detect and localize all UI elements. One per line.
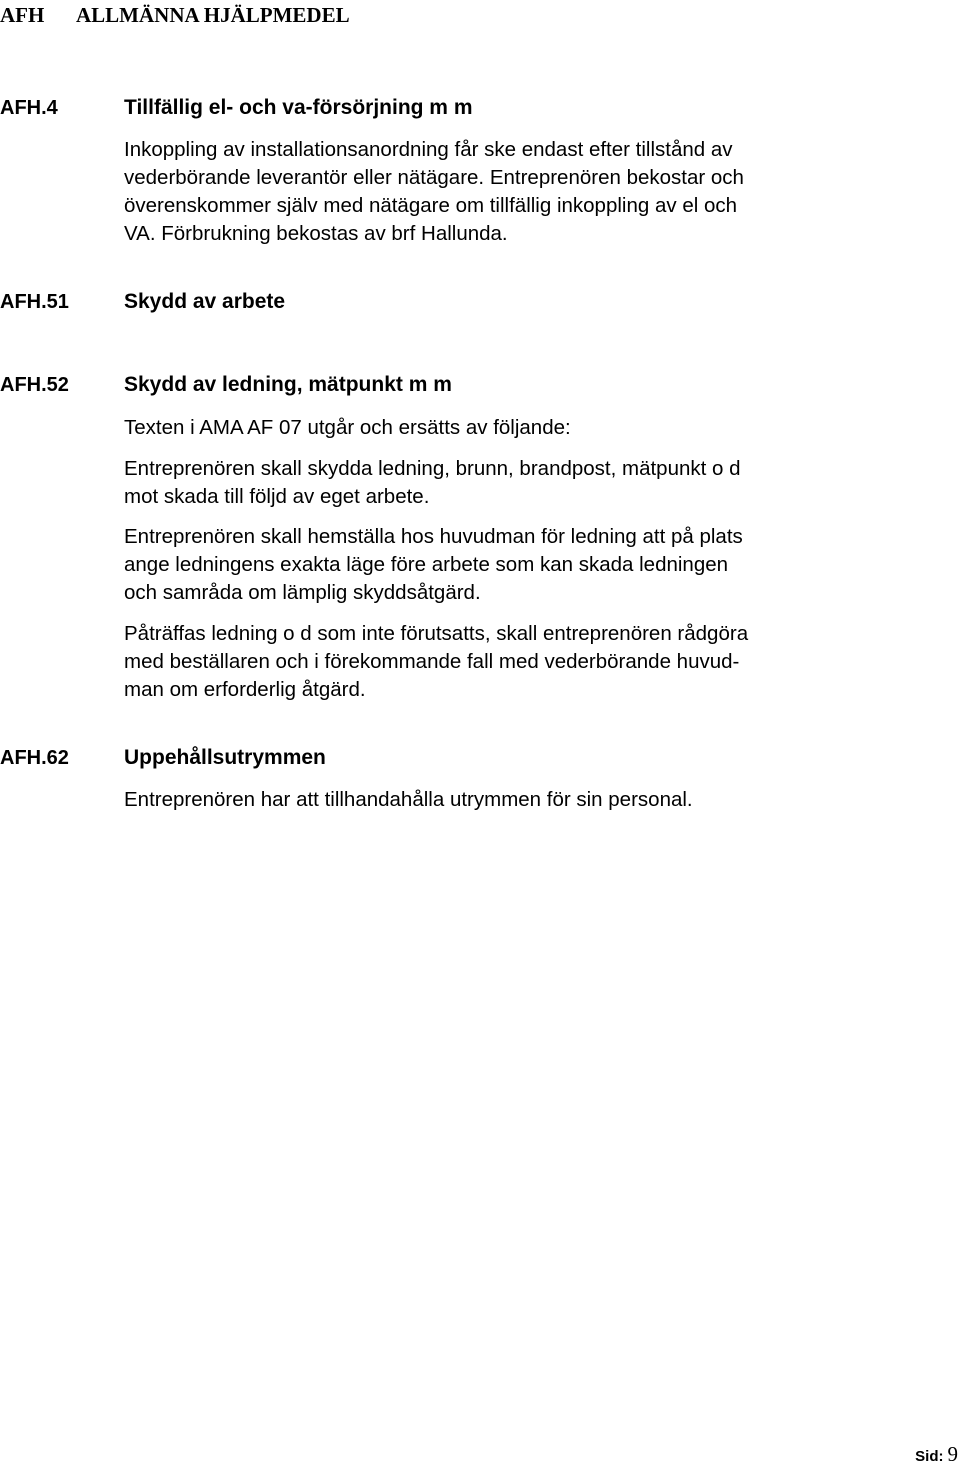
page-number: 9 [947, 1442, 958, 1466]
page-number-label: Sid: [915, 1448, 944, 1465]
section-paragraph: Entreprenören skall skydda ledning, brunn, brandpost, mätpunkt o d mot skada till följd av eget arbete. [124, 457, 741, 508]
section-paragraph: Texten i AMA AF 07 utgår och ersätts av följande: [124, 416, 571, 439]
section-heading: Skydd av arbete [124, 290, 286, 313]
section-code: AFH.51 [0, 291, 69, 313]
section-code: AFH.62 [0, 747, 69, 769]
header-title: ALLMÄNNA HJÄLPMEDEL [76, 3, 350, 27]
page-footer [915, 1442, 958, 1469]
page-header [0, 2, 350, 28]
header-code: AFH [0, 3, 45, 27]
section-heading: Skydd av ledning, mätpunkt m m [124, 373, 452, 396]
section-paragraph: Entreprenören har att tillhandahålla utrymmen för sin personal. [124, 788, 693, 811]
section-heading: Uppehållsutrymmen [124, 746, 326, 769]
section-code: AFH.52 [0, 374, 69, 396]
section-paragraph: Entreprenören skall hemställa hos huvudman för ledning att på plats ange ledningens exakta läge före arbete som kan skada ledningen och samråda om lämplig skyddsåtgärd. [124, 525, 743, 604]
section-heading: Tillfällig el- och va-försörjning m m [124, 96, 473, 119]
section-code: AFH.4 [0, 97, 58, 119]
section-paragraph: Inkoppling av installationsanordning får ske endast efter tillstånd av vederbörande leverantör eller nätägare. Entreprenören bekostar och överenskommer själv med nätägare om tillfällig inkoppling av el och VA. Förbrukning bekostas av brf Hallunda. [124, 138, 744, 245]
section-paragraph: Påträffas ledning o d som inte förutsatts, skall entreprenören rådgöra med beställaren och i förekommande fall med vederbörande huvud- man om erforderlig åtgärd. [124, 622, 749, 701]
